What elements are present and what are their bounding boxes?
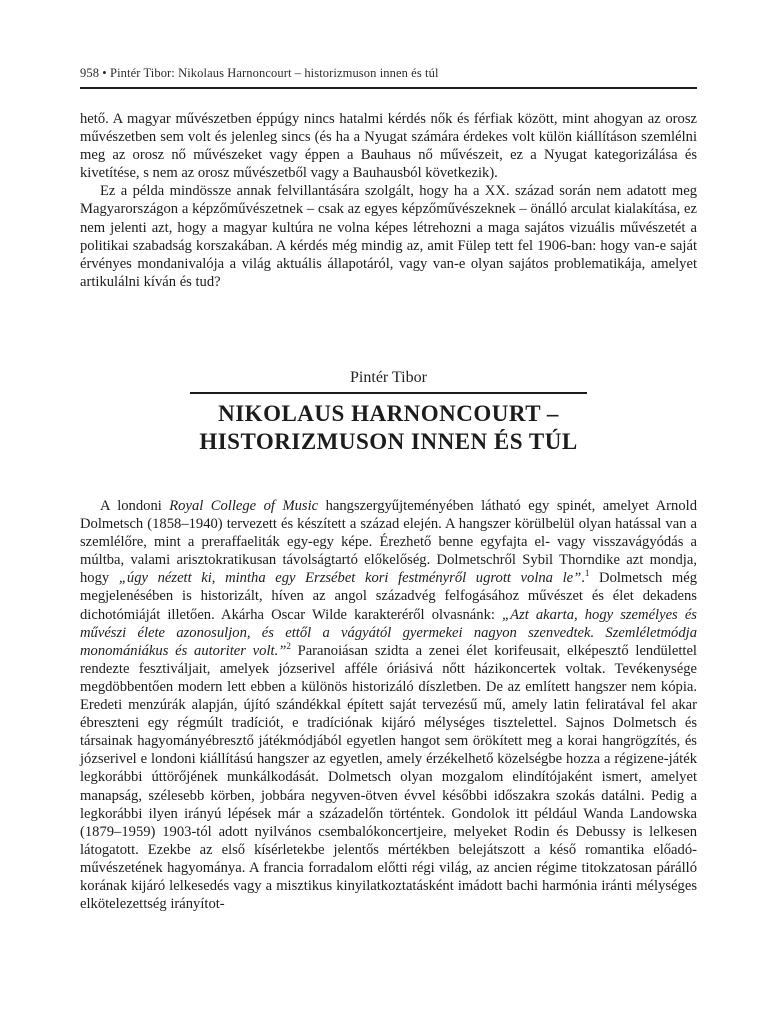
article-author: Pintér Tibor [350, 369, 427, 386]
intro-paragraph-2: Ez a példa mindössze annak felvillantására szolgált, hogy ha a XX. század során nem adatott meg Magyarországon a képzőművészetnek – csak az egyes képzőművészeknek – önálló arculat kialakítása, ez nem jelenti azt, hogy a magyar kultúra ne volna képes létrehozni a maga sajátos vizuális művészetét a politikai szabadság korszakában. A kérdés még mindig az, amit Fülep tett fel 1906-ban: hogy van-e saját érvényes mondanivalója a világ aktuális állapotáról, vagy van-e olyan sajátos problematikája, amelyet artikulálni kíván és tud? [80, 183, 697, 290]
header-rule [80, 87, 697, 89]
running-header [80, 66, 697, 81]
body-italic-college: Royal College of Music [169, 498, 319, 514]
article-title [80, 400, 697, 456]
body-span-5: . [581, 570, 585, 587]
article-body [80, 497, 697, 913]
body-span-8: Paranoiásan szidta a zenei élet korifeusait, elképesztő lendülettel rendezte fesztiváljait, amelyek józserivel afféle óriásivá nőtt házikoncertek voltak. Tevékenysége megdöbbentően modern lett ebben a különös historizáló díszletben. De az említett hangszer nem kópia. Eredeti menzúrák alapján, újító szándékkal épített saját tervezésű mű, amely latin feliratával fel akar ébreszteni egy régmúlt tradíciót, e tradíciónak kijáró mélységes tisztelettel. Sajnos Dolmetsch és társainak hagyományébresztő játékmódjából egyetlen hangot sem örökített meg a korai hangrögzítés, és józserivel e londoni kiállítású hangszer az egyetlen, amely érzékelhető közelségbe hozza a régizene-játék legkorábbi úttörőjének munkálkodását. Dolmetsch olyan mozgalom elindítójaként ismert, amelyet manapság, szélesebb körben, jobbára negyven-ötven évvel későbbi időszakra szokás datálni. Pedig a legkorábbi ilyen irányú lépések már a századelőn történtek. Gondolok itt például Wanda Landowska (1879–1959) 1903-tól adott nyilvános csembalókoncertjeire, melyeket Rodin és Debussy is lelkesen látogatott. Ezekbe az első kísérletekbe jelentős mértékben belejátszott a késő romantika előadó-művészetének hagyománya. A francia forradalom előtti régi világ, az ancien régime titokzatosan párálló korának kijáró lelkesedés vagy a misztikus kinyilatkoztatásként imádott bachi harmónia iránti mélységes elkötelezettség irányítot- [80, 642, 697, 913]
article-title-line-2: HISTORIZMUSON INNEN ÉS TÚL [199, 429, 578, 454]
body-quote-wilde: „Azt akarta, hogy személyes és művészi élete azonosuljon, és ettől a vágyától gyermekei nagyon szenvedtek. Szemléletmódja monomániákus és autoriter volt.” [80, 606, 697, 659]
header-bullet: • [102, 66, 107, 80]
body-span-3: hangszergyűjteményében látható egy spinét, amelyet Arnold Dolmetsch (1858–1940) tervezett és készített a század elején. A hangszer körülbelül olyan hatással van a szemlélőre, mint a preraffaeliták egy-egy képe. Érezhető benne egyfajta el- vagy visszavágyódás a múltba, valami arisztokratikusan távolságtartó előkelőség. Dolmetschről Sybil Thorndike azt mondja, hogy [80, 498, 697, 587]
body-span-1: A londoni [100, 498, 170, 514]
body-paragraph [80, 497, 697, 913]
body-span-6: Dolmetsch még megjelenésében is historizált, híven az angol századvég felfogásához művészet és élet dekadens dichotómiáját illetően. Akárha Oscar Wilde karakteréről olvasnánk: [80, 570, 697, 623]
running-title: Pintér Tibor: Nikolaus Harnoncourt – historizmuson innen és túl [110, 66, 439, 80]
footnote-ref-2: 2 [286, 640, 291, 651]
intro-text [80, 110, 697, 291]
article-title-line-1: NIKOLAUS HARNONCOURT – [218, 401, 559, 426]
page-number: 958 [80, 66, 100, 80]
body-quote-thorndike: „úgy nézett ki, mintha egy Erzsébet kori festményről ugrott volna le” [118, 570, 582, 587]
footnote-ref-1: 1 [584, 568, 590, 579]
intro-paragraph-1: hető. A magyar művészetben éppúgy nincs hatalmi kérdés nők és férfiak között, mint ahogyan az orosz művészetben sem volt és jelenleg sincs (és ha a Nyugat számára érdekes volt külön kiállításon szemlélni meg az orosz nő művészeket vagy éppen a Bauhaus nő művészeit, ez a Nyugat kategorizálása és kivetítése, s nem az orosz művészetből vagy a Bauhausból következik). [80, 111, 697, 182]
title-rule [190, 392, 587, 394]
